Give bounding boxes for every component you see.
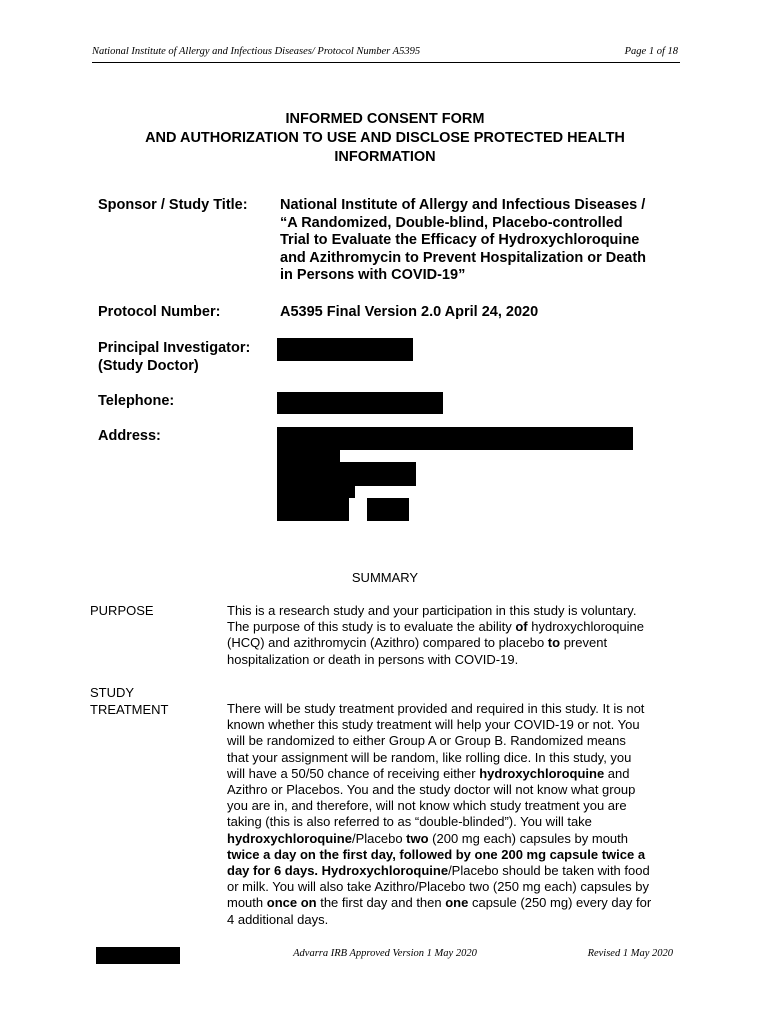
text-run: This is a research study and your participation in this study is voluntary.: [227, 603, 637, 618]
text-run: mouth: [227, 895, 267, 911]
text-run: taking (this is also referred to as “double-blinded”). You will take: [227, 814, 592, 830]
pi-redaction: [277, 338, 413, 361]
bold-text-run: to: [547, 635, 561, 651]
paragraph-line: [227, 717, 687, 733]
paragraph-line: [227, 895, 687, 911]
study-treatment-label-line-1: STUDY: [90, 685, 135, 700]
summary-heading: SUMMARY: [351, 570, 419, 585]
sponsor-line: in Persons with COVID-19”: [280, 267, 466, 283]
text-run: that your assignment will be random, like rolling dice. In this study, you: [227, 749, 632, 765]
text-run: known whether this study treatment will help your COVID-19 or not. You: [227, 717, 640, 733]
bold-text-run: hydroxychloroquine: [479, 765, 605, 781]
sponsor-line: Trial to Evaluate the Efficacy of Hydroxychloroquine: [280, 232, 640, 248]
text-run: will be randomized to either Group A or Group B. Randomized means: [227, 733, 626, 749]
bold-text-run: day for 6 days. Hydroxychloroquine: [227, 863, 449, 879]
pi-label-line-2: (Study Doctor): [98, 357, 199, 374]
irb-approval-footer: Advarra IRB Approved Version 1 May 2020: [293, 948, 477, 959]
text-run: (HCQ) and azithromycin (Azithro) compared to placebo: [227, 635, 548, 651]
text-run: you are in, and therefore, will not know which study treatment you are: [227, 798, 627, 814]
pi-label: [98, 340, 250, 375]
text-run: (200 mg each) capsules by mouth: [428, 830, 628, 846]
sponsor-study-title: [280, 197, 680, 285]
paragraph-line: [227, 701, 687, 717]
protocol-label: Protocol Number:: [98, 304, 221, 320]
bold-text-run: two: [406, 830, 429, 846]
study-treatment-label: [90, 685, 168, 718]
sponsor-line: “A Randomized, Double-blind, Placebo-controlled: [280, 214, 623, 231]
paragraph-line: [227, 750, 687, 766]
pi-label-line-1: Principal Investigator:: [98, 340, 251, 356]
paragraph-line: [227, 863, 687, 879]
paragraph-line: [227, 814, 687, 830]
paragraph-line: [227, 733, 687, 749]
bold-text-run: of: [515, 619, 528, 635]
text-run: the first day and then: [316, 895, 446, 911]
purpose-paragraph: [227, 603, 687, 668]
document-title: [0, 110, 770, 167]
text-run: capsule (250 mg) every day for: [468, 895, 652, 911]
paragraph-line: [227, 847, 687, 863]
text-run: /Placebo: [351, 830, 407, 846]
revision-date-footer: Revised 1 May 2020: [587, 948, 673, 959]
protocol-number: A5395 Final Version 2.0 April 24, 2020: [280, 304, 539, 320]
bold-text-run: twice a day on the first day, followed by one 200 mg capsule twice a: [227, 846, 646, 862]
text-run: 4 additional days.: [227, 911, 329, 927]
telephone-label: Telephone:: [98, 393, 175, 409]
bold-text-run: once on: [266, 895, 317, 911]
paragraph-line: [227, 603, 687, 619]
text-run: Azithro or Placebos. You and the study doctor will not know what group: [227, 782, 636, 798]
study-treatment-label-line-2: TREATMENT: [90, 701, 169, 717]
bold-text-run: one: [445, 895, 469, 911]
sponsor-label: Sponsor / Study Title:: [98, 197, 248, 213]
title-line-1: INFORMED CONSENT FORM: [285, 111, 485, 127]
sponsor-line: National Institute of Allergy and Infectious Diseases /: [280, 197, 646, 213]
text-run: or milk. You will also take Azithro/Placebo two (250 mg each) capsules by: [227, 879, 649, 895]
paragraph-line: [227, 619, 687, 635]
paragraph-line: [227, 766, 687, 782]
sponsor-line: and Azithromycin to Prevent Hospitalization or Death: [280, 249, 647, 266]
paragraph-line: [227, 782, 687, 798]
text-run: hospitalization or death in persons with COVID-19.: [227, 651, 519, 667]
title-line-3: INFORMATION: [334, 149, 436, 165]
title-line-2: AND AUTHORIZATION TO USE AND DISCLOSE PROTECTED HEALTH: [145, 130, 625, 146]
address-label: Address:: [98, 428, 161, 444]
paragraph-line: [227, 652, 687, 668]
paragraph-line: [227, 831, 687, 847]
text-run: /Placebo should be taken with food: [448, 863, 650, 879]
paragraph-line: [227, 798, 687, 814]
study-treatment-paragraph: [227, 701, 687, 928]
text-run: prevent: [560, 635, 608, 651]
bold-text-run: hydroxychloroquine: [227, 830, 352, 846]
text-run: will have a 50/50 chance of receiving either: [227, 765, 480, 781]
paragraph-line: [227, 912, 687, 928]
text-run: and: [604, 765, 630, 781]
telephone-redaction: [277, 392, 443, 414]
text-run: hydroxychloroquine: [527, 619, 644, 635]
paragraph-line: [227, 635, 687, 651]
text-run: There will be study treatment provided and required in this study. It is not: [227, 701, 645, 716]
header-rule: [92, 62, 680, 63]
purpose-label: PURPOSE: [90, 603, 154, 618]
paragraph-line: [227, 879, 687, 895]
text-run: The purpose of this study is to evaluate the ability: [227, 619, 516, 635]
running-header-protocol: National Institute of Allergy and Infectious Diseases/ Protocol Number A5395: [92, 46, 421, 57]
page-number: Page 1 of 18: [624, 46, 678, 57]
